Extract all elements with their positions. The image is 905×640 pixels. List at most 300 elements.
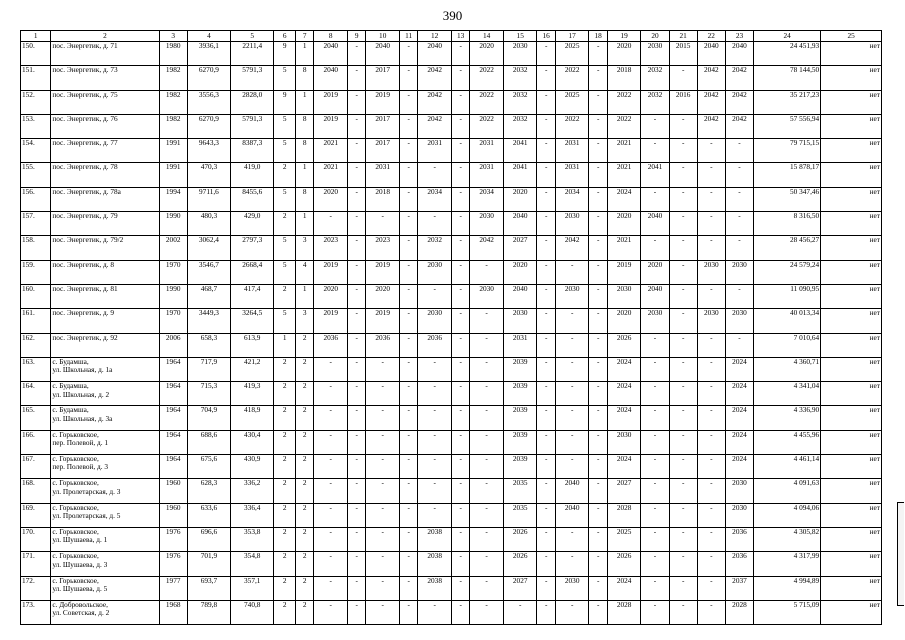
value-cell: 2042 <box>725 114 753 138</box>
flag-cell: нет <box>821 260 882 284</box>
value-cell: - <box>314 600 348 624</box>
value-cell: - <box>641 357 669 381</box>
value-cell: 2 <box>274 212 296 236</box>
value-cell: - <box>348 187 366 211</box>
row-number-cell: 161. <box>21 309 51 333</box>
value-cell: - <box>470 260 504 284</box>
value-cell: - <box>399 66 417 90</box>
value-cell: - <box>641 139 669 163</box>
value-cell: 2021 <box>314 139 348 163</box>
value-cell: - <box>451 139 469 163</box>
value-cell: - <box>555 357 589 381</box>
value-cell: 1964 <box>159 455 187 479</box>
value-cell: 2030 <box>555 284 589 308</box>
value-cell: 5 <box>274 114 296 138</box>
value-cell: - <box>348 479 366 503</box>
value-cell: - <box>399 455 417 479</box>
table-row <box>21 357 882 381</box>
flag-cell: нет <box>821 114 882 138</box>
value-cell: - <box>555 382 589 406</box>
value-cell: - <box>697 430 725 454</box>
value-cell: 2040 <box>366 42 400 66</box>
value-cell: 1991 <box>159 139 187 163</box>
value-cell: 2030 <box>697 260 725 284</box>
column-header: 22 <box>697 31 725 42</box>
row-number-cell: 160. <box>21 284 51 308</box>
value-cell: - <box>641 114 669 138</box>
value-cell: 2030 <box>470 284 504 308</box>
value-cell: 2031 <box>555 163 589 187</box>
value-cell: 2002 <box>159 236 187 260</box>
value-cell: 1 <box>274 333 296 357</box>
address-line: с. Будамша, <box>52 405 89 415</box>
row-number-cell: 166. <box>21 430 51 454</box>
value-cell: - <box>348 42 366 66</box>
value-cell: - <box>366 406 400 430</box>
value-cell: 2030 <box>725 260 753 284</box>
value-cell: 2 <box>296 333 314 357</box>
cost-cell: 8 316,50 <box>754 212 821 236</box>
row-number-cell: 169. <box>21 503 51 527</box>
value-cell: - <box>537 527 555 551</box>
value-cell: - <box>348 430 366 454</box>
value-cell: - <box>697 406 725 430</box>
value-cell: 2022 <box>470 114 504 138</box>
column-header: 10 <box>366 31 400 42</box>
value-cell: 2039 <box>503 357 537 381</box>
value-cell: 2028 <box>607 600 641 624</box>
cost-cell: 4 305,82 <box>754 527 821 551</box>
value-cell: - <box>589 309 607 333</box>
value-cell: 2828,0 <box>231 90 274 114</box>
value-cell: - <box>555 455 589 479</box>
value-cell: 2030 <box>555 576 589 600</box>
value-cell: - <box>348 576 366 600</box>
value-cell: - <box>697 187 725 211</box>
value-cell: 2042 <box>697 90 725 114</box>
value-cell: 1990 <box>159 284 187 308</box>
address-cell: пос. Энергетик, д. 71 <box>51 42 159 66</box>
flag-cell: нет <box>821 236 882 260</box>
value-cell: 2030 <box>725 479 753 503</box>
value-cell: - <box>314 382 348 406</box>
value-cell: - <box>697 479 725 503</box>
cost-cell: 40 013,34 <box>754 309 821 333</box>
value-cell: 1 <box>296 42 314 66</box>
address-line: ул. Пролетарская, д. 3 <box>52 486 121 496</box>
value-cell: 2 <box>296 552 314 576</box>
value-cell: - <box>399 479 417 503</box>
value-cell: 2022 <box>555 114 589 138</box>
value-cell: 2 <box>274 527 296 551</box>
value-cell: - <box>418 600 452 624</box>
cost-cell: 4 091,63 <box>754 479 821 503</box>
flag-cell: нет <box>821 309 882 333</box>
address-cell: пос. Энергетик, д. 81 <box>51 284 159 308</box>
value-cell: - <box>366 479 400 503</box>
value-cell: 2797,3 <box>231 236 274 260</box>
table-row <box>21 187 882 211</box>
cost-cell: 4 341,04 <box>754 382 821 406</box>
value-cell: 2030 <box>470 212 504 236</box>
cost-cell: 4 455,96 <box>754 430 821 454</box>
value-cell: - <box>669 479 697 503</box>
table-row <box>21 430 882 454</box>
flag-cell: нет <box>821 333 882 357</box>
value-cell: - <box>418 163 452 187</box>
cost-cell: 28 456,27 <box>754 236 821 260</box>
value-cell: - <box>669 357 697 381</box>
value-cell: - <box>589 406 607 430</box>
value-cell: 2032 <box>503 66 537 90</box>
value-cell: 1977 <box>159 576 187 600</box>
value-cell: - <box>725 333 753 357</box>
value-cell: 2036 <box>366 333 400 357</box>
value-cell: - <box>697 576 725 600</box>
value-cell: - <box>641 455 669 479</box>
value-cell: 2030 <box>641 42 669 66</box>
value-cell: 2034 <box>418 187 452 211</box>
value-cell: 2036 <box>725 552 753 576</box>
address-line: с. Горьковское, <box>52 454 99 464</box>
value-cell: 2030 <box>418 260 452 284</box>
value-cell: - <box>470 430 504 454</box>
value-cell: 2036 <box>725 527 753 551</box>
row-number-cell: 171. <box>21 552 51 576</box>
flag-cell: нет <box>821 66 882 90</box>
value-cell: - <box>589 600 607 624</box>
value-cell: 480,3 <box>187 212 230 236</box>
value-cell: - <box>589 163 607 187</box>
value-cell: 1970 <box>159 309 187 333</box>
cost-cell: 4 336,90 <box>754 406 821 430</box>
value-cell: 2042 <box>555 236 589 260</box>
value-cell: - <box>537 576 555 600</box>
value-cell: - <box>470 503 504 527</box>
value-cell: 2022 <box>607 90 641 114</box>
value-cell: - <box>451 600 469 624</box>
value-cell: 2024 <box>725 430 753 454</box>
value-cell: - <box>589 552 607 576</box>
value-cell: 2035 <box>503 503 537 527</box>
value-cell: - <box>669 309 697 333</box>
value-cell: - <box>348 406 366 430</box>
value-cell: - <box>399 42 417 66</box>
value-cell: 2019 <box>314 114 348 138</box>
table-row <box>21 309 882 333</box>
value-cell: 2018 <box>366 187 400 211</box>
value-cell: - <box>555 430 589 454</box>
value-cell: 2 <box>296 600 314 624</box>
value-cell: 2019 <box>314 309 348 333</box>
address-cell <box>51 382 159 406</box>
value-cell: - <box>399 576 417 600</box>
value-cell: 2030 <box>725 503 753 527</box>
value-cell: - <box>537 430 555 454</box>
value-cell: - <box>399 527 417 551</box>
value-cell: 628,3 <box>187 479 230 503</box>
value-cell: 2 <box>296 576 314 600</box>
value-cell: - <box>470 333 504 357</box>
value-cell: - <box>537 309 555 333</box>
value-cell: 2 <box>296 455 314 479</box>
value-cell: 2039 <box>503 406 537 430</box>
column-number-row <box>21 31 882 42</box>
value-cell: 2030 <box>641 309 669 333</box>
cost-cell: 15 878,17 <box>754 163 821 187</box>
column-header: 1 <box>21 31 51 42</box>
value-cell: 2040 <box>725 42 753 66</box>
value-cell: 2040 <box>641 284 669 308</box>
value-cell: 2 <box>274 430 296 454</box>
value-cell: 2022 <box>607 114 641 138</box>
value-cell: - <box>399 163 417 187</box>
value-cell: 2 <box>274 357 296 381</box>
column-header: 21 <box>669 31 697 42</box>
column-header: 9 <box>348 31 366 42</box>
flag-cell: нет <box>821 455 882 479</box>
value-cell: 2211,4 <box>231 42 274 66</box>
value-cell: - <box>669 527 697 551</box>
address-cell: пос. Энергетик, д. 73 <box>51 66 159 90</box>
value-cell: 2040 <box>555 479 589 503</box>
value-cell: - <box>451 576 469 600</box>
cost-cell: 7 010,64 <box>754 333 821 357</box>
value-cell: 2040 <box>555 503 589 527</box>
value-cell: - <box>641 382 669 406</box>
value-cell: - <box>641 600 669 624</box>
value-cell: 3936,1 <box>187 42 230 66</box>
value-cell: - <box>641 430 669 454</box>
value-cell: 2040 <box>314 42 348 66</box>
value-cell: 2 <box>274 600 296 624</box>
value-cell: - <box>470 455 504 479</box>
value-cell: 9643,3 <box>187 139 230 163</box>
value-cell: 2031 <box>470 163 504 187</box>
value-cell: - <box>366 382 400 406</box>
value-cell: 2019 <box>314 90 348 114</box>
value-cell: 2021 <box>607 139 641 163</box>
value-cell: 419,0 <box>231 163 274 187</box>
value-cell: - <box>697 382 725 406</box>
value-cell: - <box>399 406 417 430</box>
value-cell: - <box>537 260 555 284</box>
value-cell: - <box>555 260 589 284</box>
value-cell: - <box>348 600 366 624</box>
address-cell <box>51 455 159 479</box>
value-cell: 2041 <box>503 139 537 163</box>
value-cell: 2042 <box>725 66 753 90</box>
value-cell: - <box>589 187 607 211</box>
value-cell: - <box>537 163 555 187</box>
value-cell: - <box>641 333 669 357</box>
row-number-cell: 170. <box>21 527 51 551</box>
value-cell: - <box>589 42 607 66</box>
value-cell: - <box>537 503 555 527</box>
value-cell: - <box>589 236 607 260</box>
value-cell: - <box>555 552 589 576</box>
cost-cell: 79 715,15 <box>754 139 821 163</box>
table-row <box>21 527 882 551</box>
value-cell: - <box>589 382 607 406</box>
value-cell: 6270,9 <box>187 114 230 138</box>
row-number-cell: 157. <box>21 212 51 236</box>
value-cell: 4 <box>296 260 314 284</box>
value-cell: - <box>470 357 504 381</box>
value-cell: 2026 <box>503 552 537 576</box>
value-cell: - <box>503 600 537 624</box>
value-cell: - <box>451 42 469 66</box>
value-cell: - <box>348 527 366 551</box>
value-cell: 357,1 <box>231 576 274 600</box>
value-cell: 2017 <box>366 114 400 138</box>
row-number-cell: 155. <box>21 163 51 187</box>
value-cell: 2042 <box>418 114 452 138</box>
value-cell: 2038 <box>418 552 452 576</box>
value-cell: 2023 <box>366 236 400 260</box>
value-cell: - <box>348 357 366 381</box>
address-cell: пос. Энергетик, д. 76 <box>51 114 159 138</box>
table-row <box>21 455 882 479</box>
value-cell: 3556,3 <box>187 90 230 114</box>
address-cell <box>51 430 159 454</box>
value-cell: - <box>669 236 697 260</box>
value-cell: - <box>641 527 669 551</box>
value-cell: 2018 <box>607 66 641 90</box>
value-cell: - <box>418 479 452 503</box>
flag-cell: нет <box>821 479 882 503</box>
value-cell: - <box>399 284 417 308</box>
value-cell: 2031 <box>366 163 400 187</box>
cost-cell: 50 347,46 <box>754 187 821 211</box>
address-line: ул. Шушаева, д. 3 <box>52 559 108 569</box>
row-number-cell: 165. <box>21 406 51 430</box>
table-row <box>21 139 882 163</box>
value-cell: 2025 <box>555 90 589 114</box>
value-cell: - <box>697 503 725 527</box>
value-cell: - <box>725 236 753 260</box>
table-row <box>21 576 882 600</box>
value-cell: - <box>348 163 366 187</box>
value-cell: 2015 <box>669 42 697 66</box>
column-header: 16 <box>537 31 555 42</box>
value-cell: - <box>589 430 607 454</box>
cost-cell: 4 317,99 <box>754 552 821 576</box>
value-cell: 1982 <box>159 66 187 90</box>
value-cell: 693,7 <box>187 576 230 600</box>
value-cell: - <box>366 576 400 600</box>
row-number-cell: 151. <box>21 66 51 90</box>
value-cell: 2040 <box>314 66 348 90</box>
value-cell: - <box>537 284 555 308</box>
cost-cell: 4 994,89 <box>754 576 821 600</box>
address-cell <box>51 552 159 576</box>
table-row <box>21 479 882 503</box>
value-cell: - <box>589 90 607 114</box>
table-row <box>21 503 882 527</box>
address-line: ул. Советская, д. 2 <box>52 608 110 618</box>
value-cell: - <box>669 455 697 479</box>
value-cell: - <box>697 455 725 479</box>
value-cell: - <box>537 90 555 114</box>
column-header: 11 <box>399 31 417 42</box>
value-cell: - <box>451 406 469 430</box>
value-cell: - <box>537 382 555 406</box>
value-cell: 2030 <box>503 42 537 66</box>
value-cell: 2 <box>296 382 314 406</box>
value-cell: 2020 <box>503 260 537 284</box>
flag-cell: нет <box>821 139 882 163</box>
value-cell: - <box>399 382 417 406</box>
value-cell: - <box>366 430 400 454</box>
value-cell: - <box>725 139 753 163</box>
table-row <box>21 212 882 236</box>
value-cell: 2022 <box>470 90 504 114</box>
value-cell: - <box>451 260 469 284</box>
flag-cell: нет <box>821 90 882 114</box>
value-cell: 2037 <box>725 576 753 600</box>
column-header: 13 <box>451 31 469 42</box>
address-cell: пос. Энергетик, д. 77 <box>51 139 159 163</box>
address-cell <box>51 576 159 600</box>
address-line: ул. Школьная, д. 3а <box>52 413 113 423</box>
row-number-cell: 167. <box>21 455 51 479</box>
value-cell: - <box>451 163 469 187</box>
value-cell: 2030 <box>725 309 753 333</box>
value-cell: - <box>366 527 400 551</box>
value-cell: - <box>348 284 366 308</box>
value-cell: - <box>537 357 555 381</box>
value-cell: 1994 <box>159 187 187 211</box>
value-cell: 3 <box>296 309 314 333</box>
value-cell: 1960 <box>159 479 187 503</box>
value-cell: - <box>348 552 366 576</box>
value-cell: - <box>348 212 366 236</box>
value-cell: - <box>669 552 697 576</box>
value-cell: - <box>669 576 697 600</box>
value-cell: - <box>399 236 417 260</box>
value-cell: 2031 <box>418 139 452 163</box>
value-cell: 2027 <box>607 479 641 503</box>
flag-cell: нет <box>821 357 882 381</box>
cost-cell: 57 556,94 <box>754 114 821 138</box>
value-cell: 468,7 <box>187 284 230 308</box>
value-cell: 2040 <box>641 212 669 236</box>
value-cell: 2 <box>296 503 314 527</box>
value-cell: 2024 <box>607 187 641 211</box>
value-cell: 2017 <box>366 66 400 90</box>
value-cell: - <box>451 114 469 138</box>
value-cell: - <box>418 430 452 454</box>
value-cell: 2 <box>296 406 314 430</box>
value-cell: - <box>451 90 469 114</box>
value-cell: 2026 <box>607 552 641 576</box>
value-cell: 2022 <box>555 66 589 90</box>
column-header: 15 <box>503 31 537 42</box>
value-cell: 1991 <box>159 163 187 187</box>
value-cell: - <box>470 406 504 430</box>
value-cell: - <box>314 430 348 454</box>
value-cell: - <box>697 212 725 236</box>
flag-cell: нет <box>821 600 882 624</box>
value-cell: 1968 <box>159 600 187 624</box>
value-cell: - <box>537 114 555 138</box>
value-cell: 3546,7 <box>187 260 230 284</box>
row-number-cell: 163. <box>21 357 51 381</box>
table-row <box>21 236 882 260</box>
value-cell: 5 <box>274 139 296 163</box>
value-cell: 1964 <box>159 406 187 430</box>
